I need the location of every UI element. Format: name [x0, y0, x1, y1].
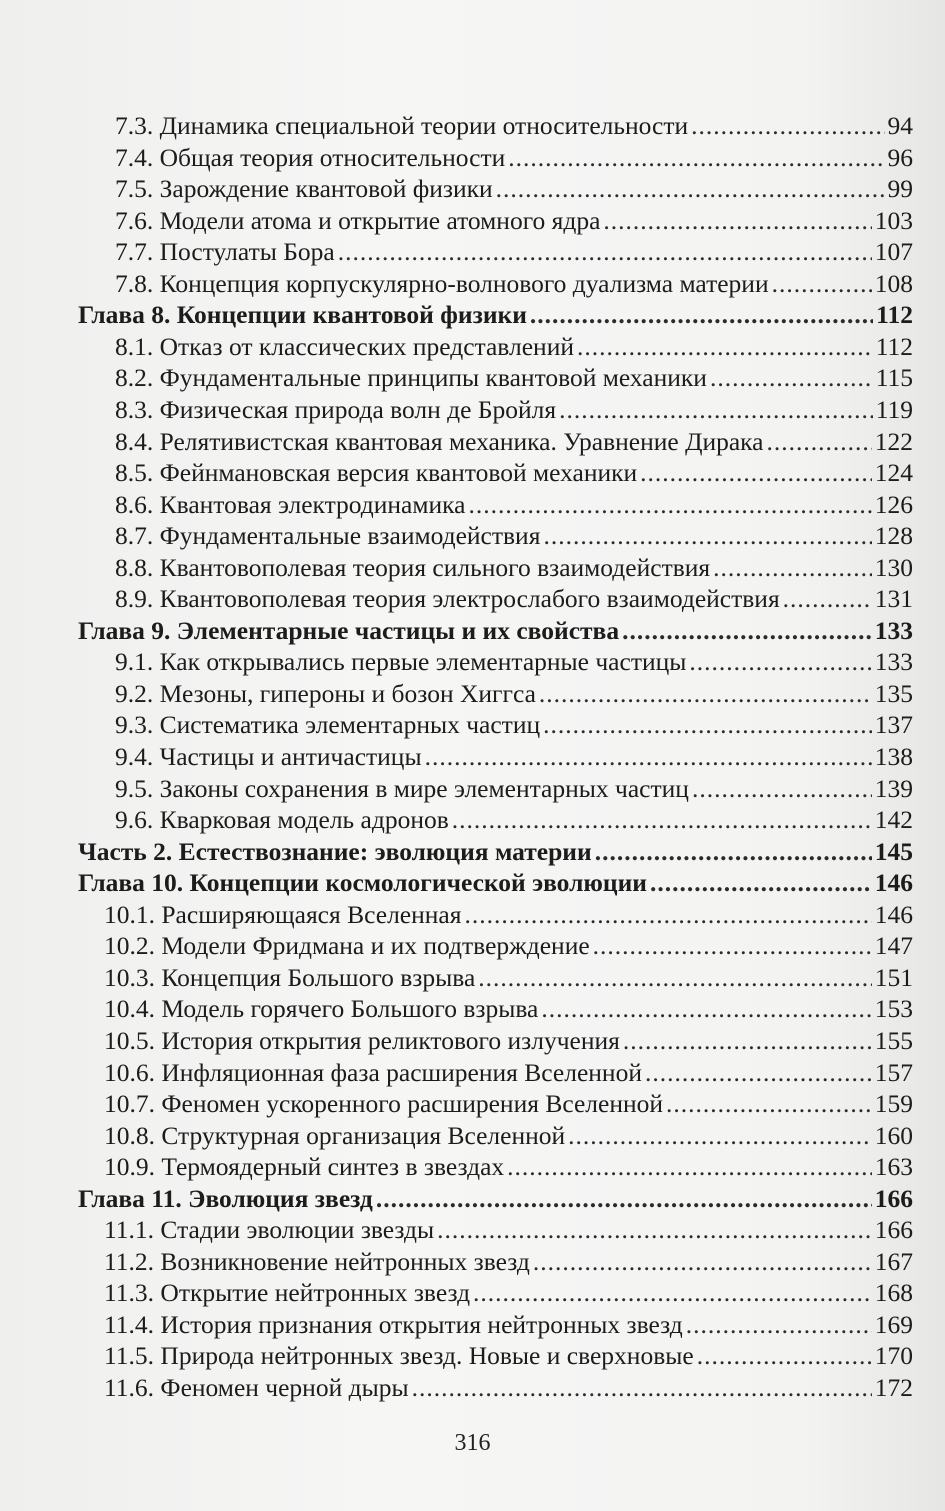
toc-entry-page: 138 [874, 742, 913, 771]
toc-entry-title: Глава 11. Эволюция звезд [78, 1183, 373, 1213]
toc-section-entry [115, 268, 913, 300]
toc-section-entry [104, 930, 913, 962]
toc-entry-page: 112 [875, 331, 913, 361]
toc-leader-dots [473, 1277, 872, 1309]
toc-leader-dots [783, 583, 872, 615]
toc-section-entry [104, 1120, 913, 1152]
toc-entry-title: 11.3. Открытие нейтронных звезд [104, 1278, 471, 1308]
toc-leader-dots [543, 520, 871, 552]
toc-section-entry [115, 426, 913, 458]
toc-section-entry [104, 1372, 913, 1404]
toc-leader-dots [508, 142, 884, 174]
toc-section-entry [115, 457, 913, 489]
toc-leader-dots [767, 426, 872, 458]
toc-entry-page: 135 [874, 678, 913, 708]
toc-entry-title: 10.2. Модели Фридмана и их подтверждение [104, 931, 590, 961]
toc-section-entry [115, 520, 913, 552]
toc-section-entry [115, 646, 913, 678]
toc-entry-page: 155 [874, 1025, 913, 1055]
toc-entry-title: 11.2. Возникновение нейтронных звезд [104, 1246, 530, 1276]
toc-entry-title: 8.6. Квантовая электродинамика [115, 489, 466, 519]
toc-entry-page: 166 [874, 1215, 913, 1245]
toc-leader-dots [478, 962, 871, 994]
toc-entry-title: 9.4. Частицы и античастицы [115, 742, 422, 771]
toc-entry-title: 7.5. Зарождение квантовой физики [115, 174, 493, 204]
toc-entry-page: 145 [874, 836, 913, 866]
toc-entry-title: 8.8. Квантовополевая теория сильного взаимодействия [115, 552, 711, 582]
toc-section-entry [115, 394, 913, 426]
toc-section-entry [115, 552, 913, 584]
toc-chapter-entry [78, 299, 913, 331]
toc-entry-page: 142 [874, 805, 913, 835]
toc-section-entry [104, 1246, 913, 1278]
toc-section-entry [115, 110, 913, 142]
toc-leader-dots [710, 362, 873, 394]
toc-entry-page: 96 [887, 142, 913, 172]
toc-entry-title: 9.2. Мезоны, гипероны и бозон Хиггса [115, 678, 536, 708]
toc-section-entry [115, 489, 913, 521]
toc-entry-page: 170 [874, 1341, 913, 1371]
toc-chapter-entry [78, 836, 913, 868]
toc-entry-page: 107 [874, 237, 913, 267]
toc-leader-dots [772, 268, 872, 300]
toc-entry-title: 9.6. Кварковая модель адронов [115, 805, 449, 835]
toc-leader-dots [496, 173, 885, 205]
toc-entry-title: 10.4. Модель горячего Большого взрыва [104, 994, 539, 1024]
toc-entry-page: 167 [874, 1246, 913, 1276]
toc-chapter-entry [78, 867, 913, 899]
toc-entry-page: 146 [874, 899, 913, 929]
toc-entry-page: 112 [876, 300, 913, 330]
toc-entry-page: 163 [874, 1152, 913, 1182]
toc-section-entry [104, 1088, 913, 1120]
toc-leader-dots [533, 1246, 872, 1278]
toc-entry-title: 7.8. Концепция корпускулярно-волнового дуализма материи [115, 268, 769, 298]
toc-entry-page: 128 [874, 521, 913, 551]
toc-section-entry [104, 1025, 913, 1057]
toc-entry-title: 7.7. Постулаты Бора [115, 237, 335, 267]
toc-leader-dots [593, 930, 872, 962]
toc-chapter-entry [78, 615, 913, 647]
toc-section-entry [104, 1151, 913, 1183]
toc-leader-dots [650, 867, 872, 899]
toc-entry-title: 8.2. Фундаментальные принципы квантовой механики [115, 363, 707, 393]
toc-section-entry [115, 236, 913, 268]
toc-leader-dots [452, 804, 872, 836]
toc-section-entry [104, 993, 913, 1025]
toc-entry-page: 151 [874, 962, 913, 992]
toc-leader-dots [541, 993, 871, 1025]
toc-leader-dots [645, 1057, 872, 1089]
toc-section-entry [115, 331, 913, 363]
toc-entry-title: 10.1. Расширяющаяся Вселенная [104, 899, 462, 929]
toc-entry-page: 103 [874, 205, 913, 235]
toc-leader-dots [623, 1025, 872, 1057]
toc-section-entry [115, 804, 913, 836]
toc-chapter-entry [78, 1183, 913, 1215]
toc-section-entry [115, 709, 913, 741]
toc-entry-page: 133 [874, 615, 913, 645]
toc-entry-title: 8.4. Релятивистская квантовая механика. Уравнение Дирака [115, 426, 764, 456]
toc-entry-page: 108 [874, 268, 913, 298]
toc-entry-page: 133 [874, 647, 913, 677]
toc-entry-title: 10.7. Феномен ускоренного расширения Вселенной [104, 1089, 664, 1119]
toc-leader-dots [507, 1151, 872, 1183]
toc-leader-dots [468, 489, 871, 521]
toc-section-entry [115, 583, 913, 615]
toc-entry-title: 10.5. История открытия реликтового излучения [104, 1025, 620, 1055]
toc-leader-dots [603, 205, 871, 237]
toc-leader-dots [713, 552, 872, 584]
toc-section-entry [104, 1309, 913, 1341]
toc-section-entry [115, 741, 913, 773]
toc-entry-page: 147 [874, 931, 913, 961]
toc-entry-title: 10.8. Структурная организация Вселенной [104, 1120, 566, 1150]
toc-entry-title: 11.5. Природа нейтронных звезд. Новые и сверхновые [104, 1341, 694, 1371]
toc-leader-dots [559, 394, 873, 426]
toc-entry-page: 130 [874, 552, 913, 582]
toc-entry-page: 157 [874, 1057, 913, 1087]
toc-entry-title: 10.6. Инфляционная фаза расширения Вселенной [104, 1057, 642, 1087]
toc-section-entry [104, 1057, 913, 1089]
toc-entry-page: 153 [874, 994, 913, 1024]
toc-entry-title: 8.1. Отказ от классических представлений [115, 331, 574, 361]
toc-section-entry [115, 678, 913, 710]
toc-entry-title: Глава 9. Элементарные частицы и их свойства [78, 615, 620, 645]
page-number: 316 [454, 1430, 491, 1456]
toc-leader-dots [376, 1183, 872, 1215]
toc-entry-title: Часть 2. Естествознание: эволюция материи [78, 836, 592, 866]
toc-leader-dots [595, 836, 872, 868]
toc-entry-title: 11.4. История признания открытия нейтронных звезд [104, 1309, 683, 1339]
toc-entry-title: 8.7. Фундаментальные взаимодействия [115, 521, 541, 551]
toc-entry-page: 115 [875, 363, 913, 393]
toc-entry-page: 131 [874, 584, 913, 614]
toc-entry-title: 9.3. Систематика элементарных частиц [115, 710, 541, 740]
toc-entry-page: 124 [874, 458, 913, 488]
toc-entry-page: 119 [875, 394, 913, 424]
toc-entry-page: 126 [874, 489, 913, 519]
toc-entry-page: 146 [874, 868, 913, 898]
toc-leader-dots [530, 299, 873, 331]
toc-entry-page: 166 [874, 1183, 913, 1213]
toc-section-entry [115, 773, 913, 805]
toc-leader-dots [338, 236, 872, 268]
toc-entry-title: 8.3. Физическая природа волн де Бройля [115, 394, 557, 424]
toc-entry-title: 7.4. Общая теория относительности [115, 142, 506, 172]
toc-leader-dots [697, 1340, 872, 1372]
toc-entry-title: 10.9. Термоядерный синтез в звездах [104, 1152, 505, 1182]
toc-section-entry [104, 1214, 913, 1246]
toc-entry-page: 94 [887, 111, 913, 140]
toc-leader-dots [666, 1088, 872, 1120]
toc-section-entry [115, 205, 913, 237]
toc-leader-dots [689, 646, 871, 678]
toc-entry-page: 160 [874, 1120, 913, 1150]
toc-entry-title: 7.3. Динамика специальной теории относительности [115, 111, 689, 140]
toc-leader-dots [437, 1214, 872, 1246]
toc-section-entry [104, 899, 913, 931]
toc-section-entry [115, 173, 913, 205]
toc-section-entry [115, 142, 913, 174]
toc-section-entry [104, 1340, 913, 1372]
toc-leader-dots [686, 1309, 872, 1341]
toc-entry-title: 8.9. Квантовополевая теория электрослабого взаимодействия [115, 584, 780, 614]
toc-entry-page: 172 [874, 1373, 913, 1402]
toc-leader-dots [412, 1372, 872, 1404]
toc-entry-title: 11.1. Стадии эволюции звезды [104, 1215, 435, 1245]
toc-entry-page: 168 [874, 1278, 913, 1308]
toc-leader-dots [577, 331, 873, 363]
toc-section-entry [104, 962, 913, 994]
toc-entry-title: 10.3. Концепция Большого взрыва [104, 962, 476, 992]
toc-leader-dots [464, 899, 871, 931]
toc-leader-dots [640, 457, 872, 489]
toc-leader-dots [543, 709, 872, 741]
toc-entry-title: 7.6. Модели атома и открытие атомного ядра [115, 205, 601, 235]
toc-leader-dots [692, 773, 872, 805]
toc-entry-title: 9.5. Законы сохранения в мире элементарных частиц [115, 773, 689, 803]
toc-entry-title: Глава 8. Концепции квантовой физики [78, 300, 527, 330]
toc-leader-dots [568, 1120, 872, 1152]
toc-entry-title: 9.1. Как открывались первые элементарные частицы [115, 647, 687, 677]
toc-entry-page: 137 [874, 710, 913, 740]
toc-leader-dots [622, 615, 872, 647]
toc-entry-page: 122 [874, 426, 913, 456]
toc-entry-page: 169 [874, 1309, 913, 1339]
toc-entry-page: 159 [874, 1089, 913, 1119]
toc-entry-title: Глава 10. Концепции космологической эволюции [78, 868, 647, 898]
toc-section-entry [115, 362, 913, 394]
toc-leader-dots [425, 741, 872, 773]
toc-entry-page: 139 [874, 773, 913, 803]
toc-entry-title: 8.5. Фейнмановская версия квантовой механики [115, 458, 638, 488]
toc-leader-dots [691, 110, 884, 142]
toc-leader-dots [539, 678, 872, 710]
toc-entry-title: 11.6. Феномен черной дыры [104, 1373, 409, 1402]
toc-entry-page: 99 [887, 174, 913, 204]
toc-section-entry [104, 1277, 913, 1309]
